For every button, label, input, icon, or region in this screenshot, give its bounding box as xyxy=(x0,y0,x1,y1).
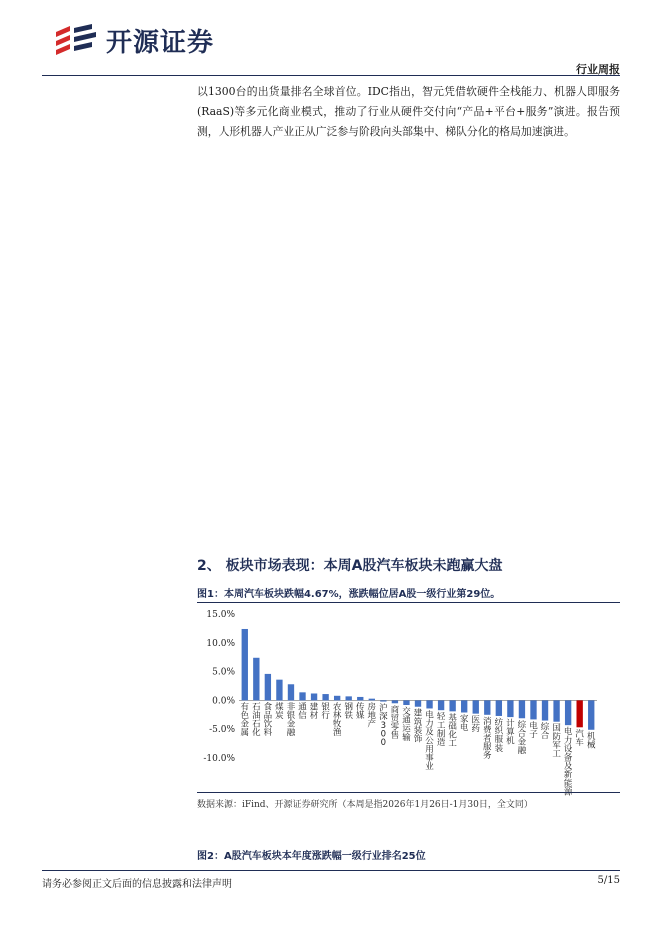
y-tick-label: -10.0% xyxy=(203,754,235,764)
y-tick-label: -5.0% xyxy=(209,725,235,736)
category-label: 纺织服装 xyxy=(494,717,504,754)
category-label: 石油石化 xyxy=(252,702,261,739)
bar-sector xyxy=(461,700,467,712)
page-number: 5/15 xyxy=(597,875,620,886)
bar-sector xyxy=(311,693,317,700)
category-label: 非银金融 xyxy=(286,702,296,739)
report-type-label: 行业周报 xyxy=(576,63,620,76)
category-label: 综合 xyxy=(540,722,550,742)
company-logo xyxy=(52,22,214,58)
section-title: 2、 板块市场表现：本周A股汽车板块未跑赢大盘 xyxy=(197,558,503,574)
category-label: 计算机 xyxy=(506,719,515,747)
figure1-top-rule xyxy=(197,602,620,603)
category-label: 建材 xyxy=(309,702,319,721)
category-label: 煤炭 xyxy=(275,702,284,721)
category-label: 家电 xyxy=(459,714,469,734)
sector-performance-chart xyxy=(197,604,620,798)
logo-mark-icon xyxy=(52,22,102,58)
category-label: 有色金属 xyxy=(240,702,250,739)
bar-sector xyxy=(507,700,513,717)
bar-sector xyxy=(403,700,409,705)
figure1-bottom-rule xyxy=(197,792,620,793)
category-label: 食品饮料 xyxy=(263,702,273,739)
bar-sector xyxy=(346,696,352,700)
bar-sector xyxy=(299,692,305,700)
footer-disclaimer: 请务必参阅正文后面的信息披露和法律声明 xyxy=(42,879,232,890)
category-label: 沪深 3 0 0 xyxy=(379,703,388,748)
category-label: 农林牧渔 xyxy=(332,702,342,739)
bar-sector xyxy=(322,694,328,700)
figure1-caption: 图1：本周汽车板块跌幅4.67%，涨跌幅位居A股一级行业第29位。 xyxy=(197,589,501,600)
bar-sector xyxy=(369,699,375,701)
y-tick-label: 0.0% xyxy=(212,696,235,707)
category-label: 交通运输 xyxy=(402,707,411,743)
y-tick-label: 15.0% xyxy=(206,610,235,620)
category-label: 房地产 xyxy=(367,702,377,730)
bar-sector xyxy=(334,696,340,701)
bar-sector xyxy=(496,700,502,716)
logo-text: 开源证券 xyxy=(106,27,215,58)
bar-sector xyxy=(276,680,282,701)
bar-sector xyxy=(380,700,386,701)
footer-divider xyxy=(42,870,620,871)
bar-sector xyxy=(415,700,421,706)
category-label: 钢铁 xyxy=(344,702,353,721)
bar-highlight xyxy=(577,700,583,727)
figure2-caption: 图2：A股汽车板块本年度涨跌幅一级行业排名25位 xyxy=(197,851,426,862)
bar-sector xyxy=(426,700,432,708)
category-label: 消费者服务 xyxy=(483,716,492,762)
category-label: 轻工制造 xyxy=(436,712,446,748)
bar-sector xyxy=(565,700,571,725)
bar-sector xyxy=(449,700,455,711)
category-label: 传媒 xyxy=(356,702,365,721)
bar-sector xyxy=(484,700,490,714)
category-label: 商贸零售 xyxy=(390,705,400,742)
bar-sector xyxy=(553,700,559,721)
bar-sector xyxy=(265,674,271,700)
bar-sector xyxy=(542,700,548,720)
bar-sector xyxy=(519,700,525,718)
body-paragraph: 以1300台的出货量排名全球首位。IDC指出，智元凭借软硬件全栈能力、机器人即服务(RaaS)等多元化商业模式，推动了行业从硬件交付向“产品+平台+服务”演进。报告预测，人形机器人产业正从广泛参与阶段向头部集中、梯队分化的格局加速演进。 xyxy=(197,85,620,138)
bar-sector xyxy=(473,700,479,713)
category-label: 电力及公用事业 xyxy=(425,710,434,773)
category-label: 汽车 xyxy=(575,729,584,748)
bar-sector xyxy=(357,697,363,700)
bar-sector xyxy=(242,629,248,700)
category-label: 电力设备及新能源 xyxy=(563,727,573,798)
figure1-source: 数据来源：iFind、开源证券研究所（本周是指2026年1月26日-1月30日，全文同） xyxy=(197,800,533,810)
category-label: 电子 xyxy=(529,721,538,741)
bar-sector xyxy=(530,700,536,719)
category-label: 国防军工 xyxy=(552,723,561,760)
category-label: 建筑装饰 xyxy=(413,708,423,745)
category-label: 医药 xyxy=(471,715,480,735)
bar-sector xyxy=(392,700,398,703)
category-label: 银行 xyxy=(321,702,330,721)
category-label: 综合金融 xyxy=(517,720,527,757)
category-label: 通信 xyxy=(298,702,307,721)
bar-sector xyxy=(288,684,294,700)
y-tick-label: 5.0% xyxy=(212,667,235,678)
category-label: 基础化工 xyxy=(448,713,457,750)
y-tick-label: 10.0% xyxy=(206,638,235,649)
bar-sector xyxy=(438,700,444,710)
header-divider xyxy=(42,75,620,76)
bar-sector xyxy=(588,700,594,729)
category-label: 机械 xyxy=(586,731,596,751)
bar-sector xyxy=(253,658,259,701)
